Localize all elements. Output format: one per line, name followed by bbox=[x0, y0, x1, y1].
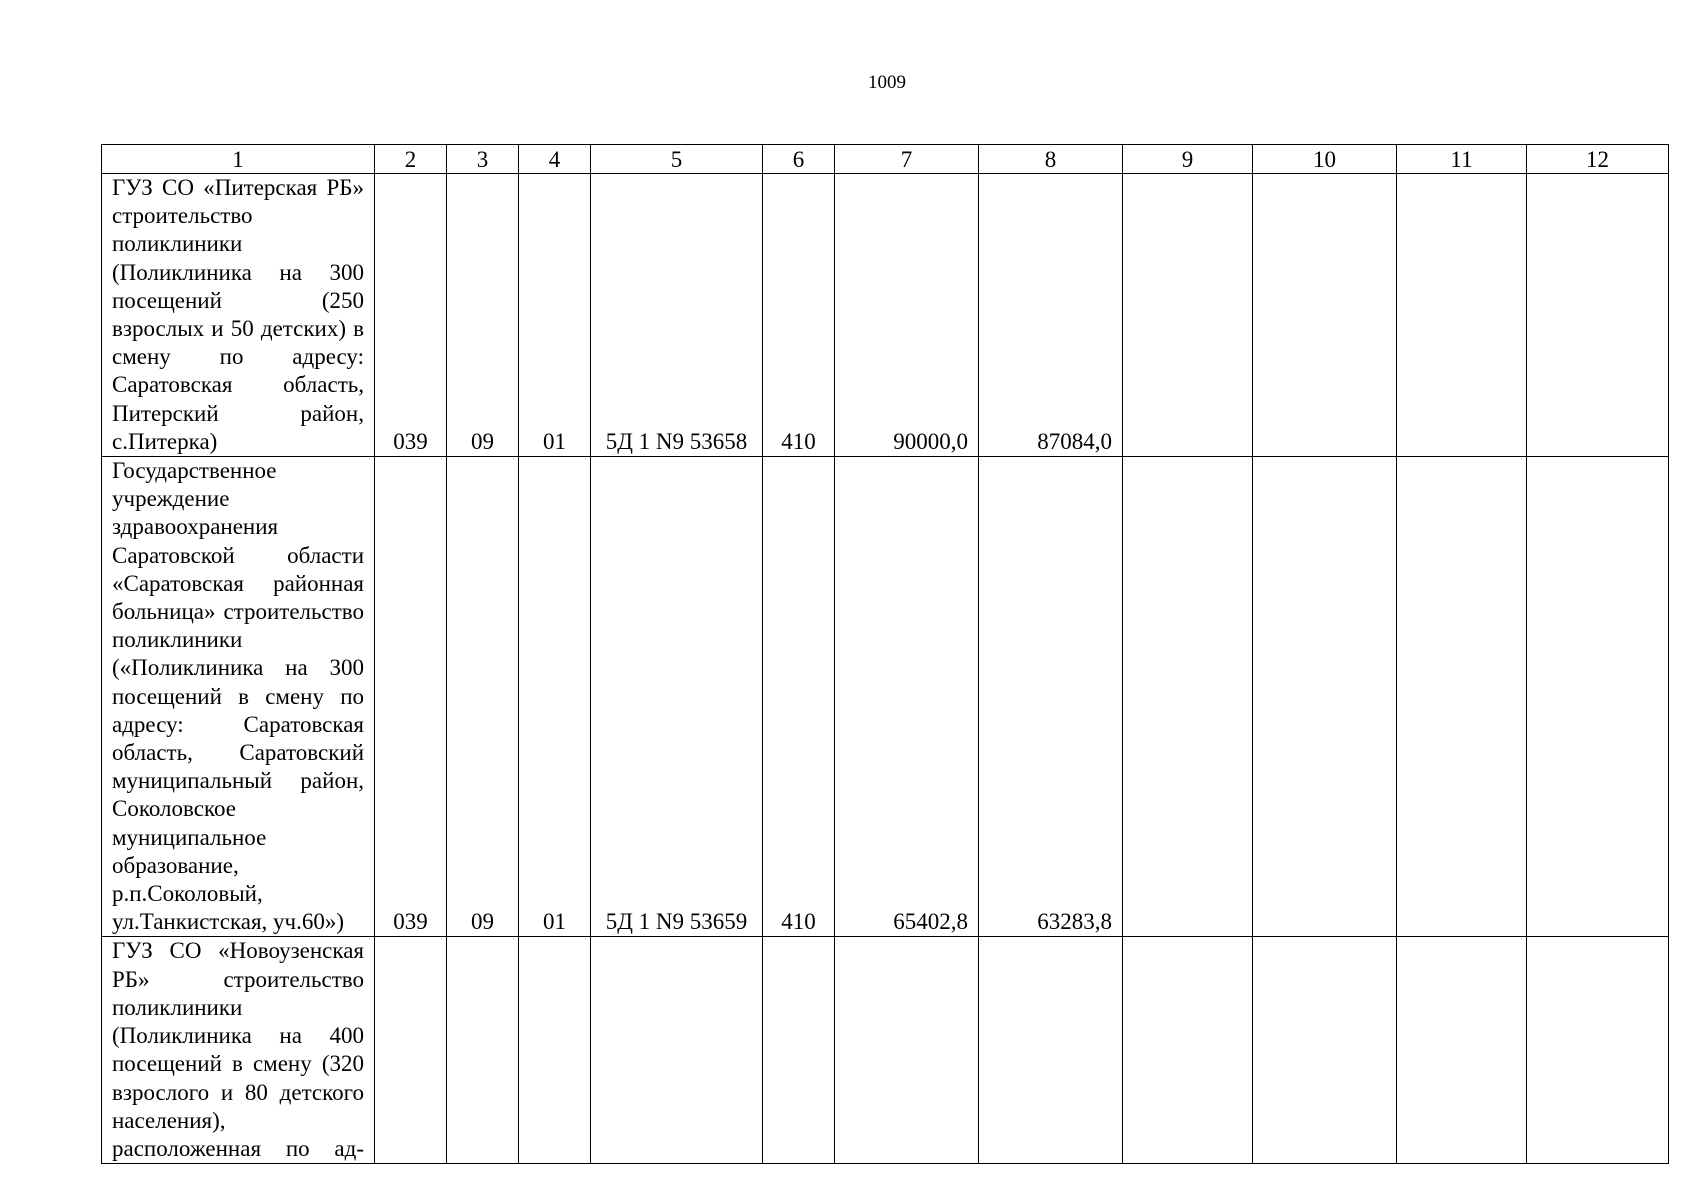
chapter-code-cell bbox=[375, 937, 447, 1164]
object-description: ГУЗ СО «Питерская РБ» строительство поликлиники (Поликлиника на 300 посещений (250 взрослых и 50 детских) в смену по адресу: Саратовская область, Питерский район, с.Питерка) bbox=[112, 175, 364, 454]
amount-cell-8 bbox=[979, 937, 1123, 1164]
amount-cell-12 bbox=[1527, 174, 1669, 457]
amount-cell-11 bbox=[1397, 174, 1527, 457]
section-code-cell: 09 bbox=[447, 174, 519, 457]
section-code-cell bbox=[447, 937, 519, 1164]
subsection-code-cell: 01 bbox=[519, 174, 591, 457]
chapter-code-cell: 039 bbox=[375, 174, 447, 457]
column-header: 4 bbox=[519, 145, 591, 174]
chapter-code-cell: 039 bbox=[375, 457, 447, 937]
object-description: Государственное учреждение здравоохранения Саратовской области «Саратовская районная больница» строительство поликлиники («Поликлиника на 300 посещений в смену по адресу: Саратовская область, Саратовский муниципальный район, Соколовское муниципальное образование, р.п.Соколовый, ул.Танкистская, уч.60») bbox=[112, 458, 364, 935]
amount-cell-10 bbox=[1253, 937, 1397, 1164]
amount-cell-10 bbox=[1253, 174, 1397, 457]
column-header: 10 bbox=[1253, 145, 1397, 174]
target-article-cell: 5Д 1 N9 53658 bbox=[591, 174, 763, 457]
amount-cell-10 bbox=[1253, 457, 1397, 937]
object-description-cell bbox=[102, 174, 375, 457]
expense-type-cell: 410 bbox=[763, 174, 835, 457]
subsection-code-cell bbox=[519, 937, 591, 1164]
column-header: 11 bbox=[1397, 145, 1527, 174]
amount-cell-12 bbox=[1527, 457, 1669, 937]
table-header-row bbox=[102, 145, 1669, 174]
table-row bbox=[102, 457, 1669, 937]
target-article-cell bbox=[591, 937, 763, 1164]
expense-type-cell: 410 bbox=[763, 457, 835, 937]
target-article-cell: 5Д 1 N9 53659 bbox=[591, 457, 763, 937]
column-header: 2 bbox=[375, 145, 447, 174]
page-number: 1009 bbox=[868, 72, 906, 93]
column-header: 6 bbox=[763, 145, 835, 174]
budget-table bbox=[101, 144, 1669, 1164]
table-row bbox=[102, 937, 1669, 1164]
amount-cell-11 bbox=[1397, 457, 1527, 937]
amount-cell-7: 65402,8 bbox=[835, 457, 979, 937]
section-code-cell: 09 bbox=[447, 457, 519, 937]
amount-cell-9 bbox=[1123, 457, 1253, 937]
amount-cell-11 bbox=[1397, 937, 1527, 1164]
object-description-cell bbox=[102, 457, 375, 937]
amount-cell-9 bbox=[1123, 174, 1253, 457]
column-header: 9 bbox=[1123, 145, 1253, 174]
amount-cell-7: 90000,0 bbox=[835, 174, 979, 457]
object-description: ГУЗ СО «Новоузенская РБ» строительство поликлиники (Поликлиника на 400 посещений в смену (320 взрослого и 80 детского населения), расположенная по ад- bbox=[112, 938, 364, 1161]
expense-type-cell bbox=[763, 937, 835, 1164]
amount-cell-7 bbox=[835, 937, 979, 1164]
column-header: 5 bbox=[591, 145, 763, 174]
subsection-code-cell: 01 bbox=[519, 457, 591, 937]
column-header: 7 bbox=[835, 145, 979, 174]
column-header: 8 bbox=[979, 145, 1123, 174]
amount-cell-9 bbox=[1123, 937, 1253, 1164]
amount-cell-8: 87084,0 bbox=[979, 174, 1123, 457]
column-header: 12 bbox=[1527, 145, 1669, 174]
column-header: 3 bbox=[447, 145, 519, 174]
table-row bbox=[102, 174, 1669, 457]
amount-cell-12 bbox=[1527, 937, 1669, 1164]
object-description-cell bbox=[102, 937, 375, 1164]
column-header: 1 bbox=[102, 145, 375, 174]
amount-cell-8: 63283,8 bbox=[979, 457, 1123, 937]
